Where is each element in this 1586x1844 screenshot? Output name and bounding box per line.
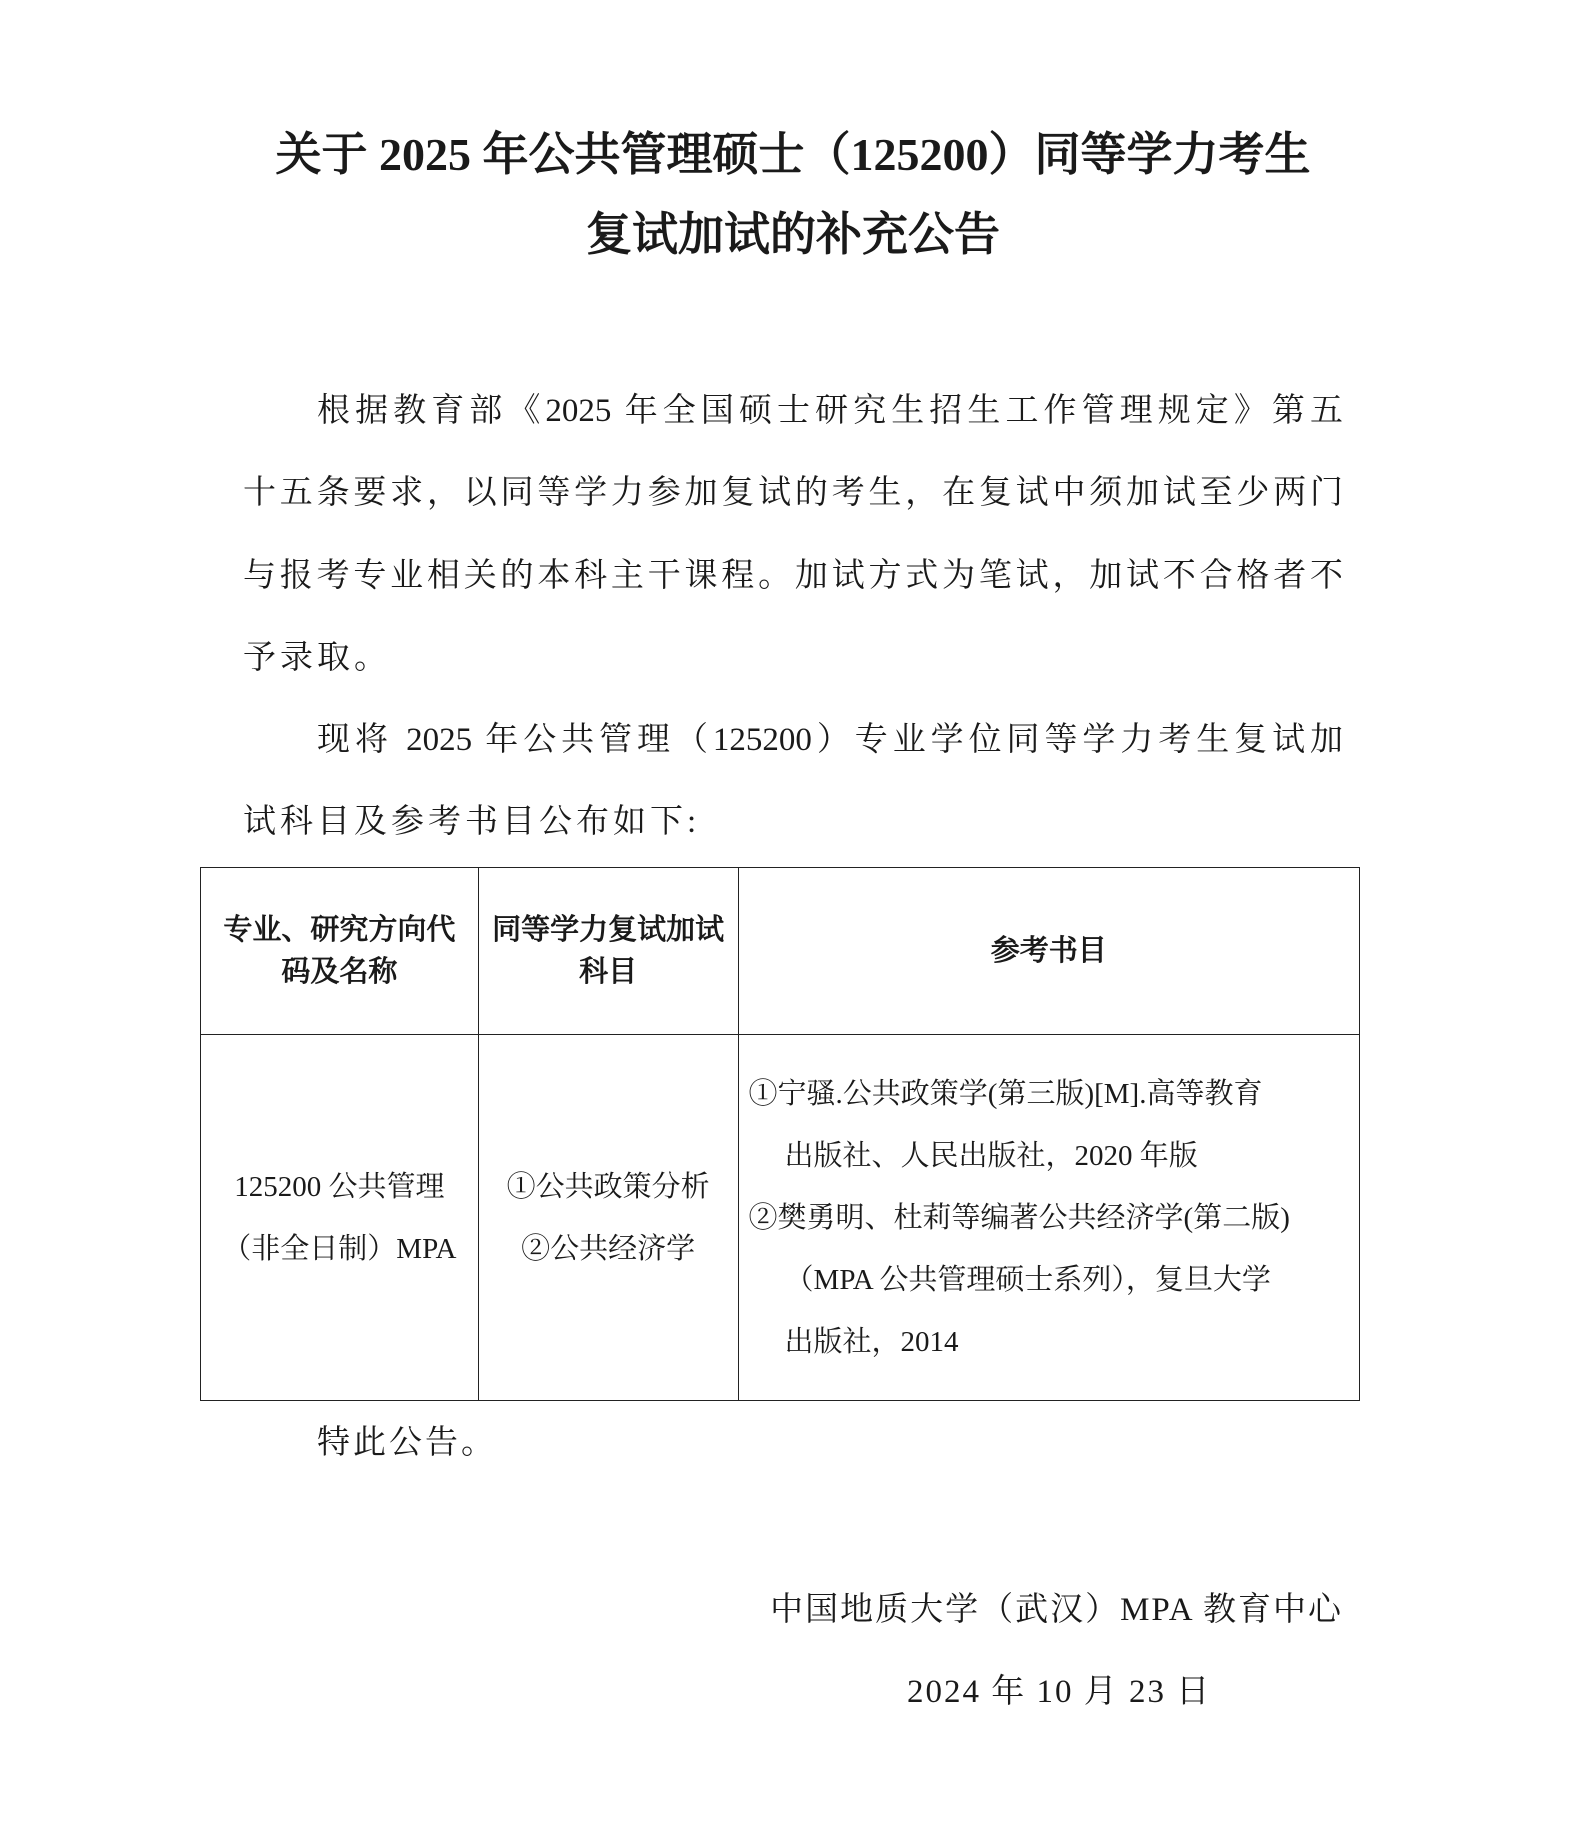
paragraph-1-line: 十五条要求，以同等学力参加复试的考生，在复试中须加试至少两门 xyxy=(243,475,1343,511)
subject-item: ②公共经济学 xyxy=(521,1232,696,1265)
document-title-line-2: 复试加试的补充公告 xyxy=(586,209,1000,260)
signature: 中国地质大学（武汉）MPA 教育中心 xyxy=(770,1592,1343,1628)
book-item-cont: 出版社，2014 xyxy=(784,1325,959,1358)
table-row xyxy=(201,1035,1360,1401)
document-title-line-1: 关于 2025 年公共管理硕士（125200）同等学力考生 xyxy=(275,129,1311,180)
header-subjects: 同等学力复试加试科目 xyxy=(478,868,738,1035)
subject-item: ①公共政策分析 xyxy=(506,1170,710,1203)
paragraph-1-line: 根据教育部《2025 年全国硕士研究生招生工作管理规定》第五 xyxy=(317,393,1343,429)
table-header-row xyxy=(201,868,1360,1035)
book-item: ①宁骚.公共政策学(第三版)[M].高等教育 xyxy=(748,1077,1263,1110)
book-item: ②樊勇明、杜莉等编著公共经济学(第二版) xyxy=(748,1201,1290,1234)
paragraph-2-line: 现将 2025 年公共管理（125200）专业学位同等学力考生复试加 xyxy=(317,722,1343,758)
major-name: （非全日制）MPA xyxy=(222,1232,457,1265)
closing-text: 特此公告。 xyxy=(317,1425,497,1461)
exam-subjects-table xyxy=(200,867,1360,1401)
major-code: 125200 公共管理 xyxy=(234,1170,445,1203)
header-books: 参考书目 xyxy=(738,868,1359,1035)
date: 2024 年 10 月 23 日 xyxy=(907,1674,1212,1710)
header-major: 专业、研究方向代码及名称 xyxy=(201,868,479,1035)
paragraph-1-line: 与报考专业相关的本科主干课程。加试方式为笔试，加试不合格者不 xyxy=(243,558,1343,594)
paragraph-2-line: 试科目及参考书目公布如下: xyxy=(243,804,701,840)
book-item-cont: （MPA 公共管理硕士系列），复旦大学 xyxy=(784,1263,1271,1296)
paragraph-1-line: 予录取。 xyxy=(243,640,391,676)
book-item-cont: 出版社、人民出版社，2020 年版 xyxy=(784,1139,1198,1172)
